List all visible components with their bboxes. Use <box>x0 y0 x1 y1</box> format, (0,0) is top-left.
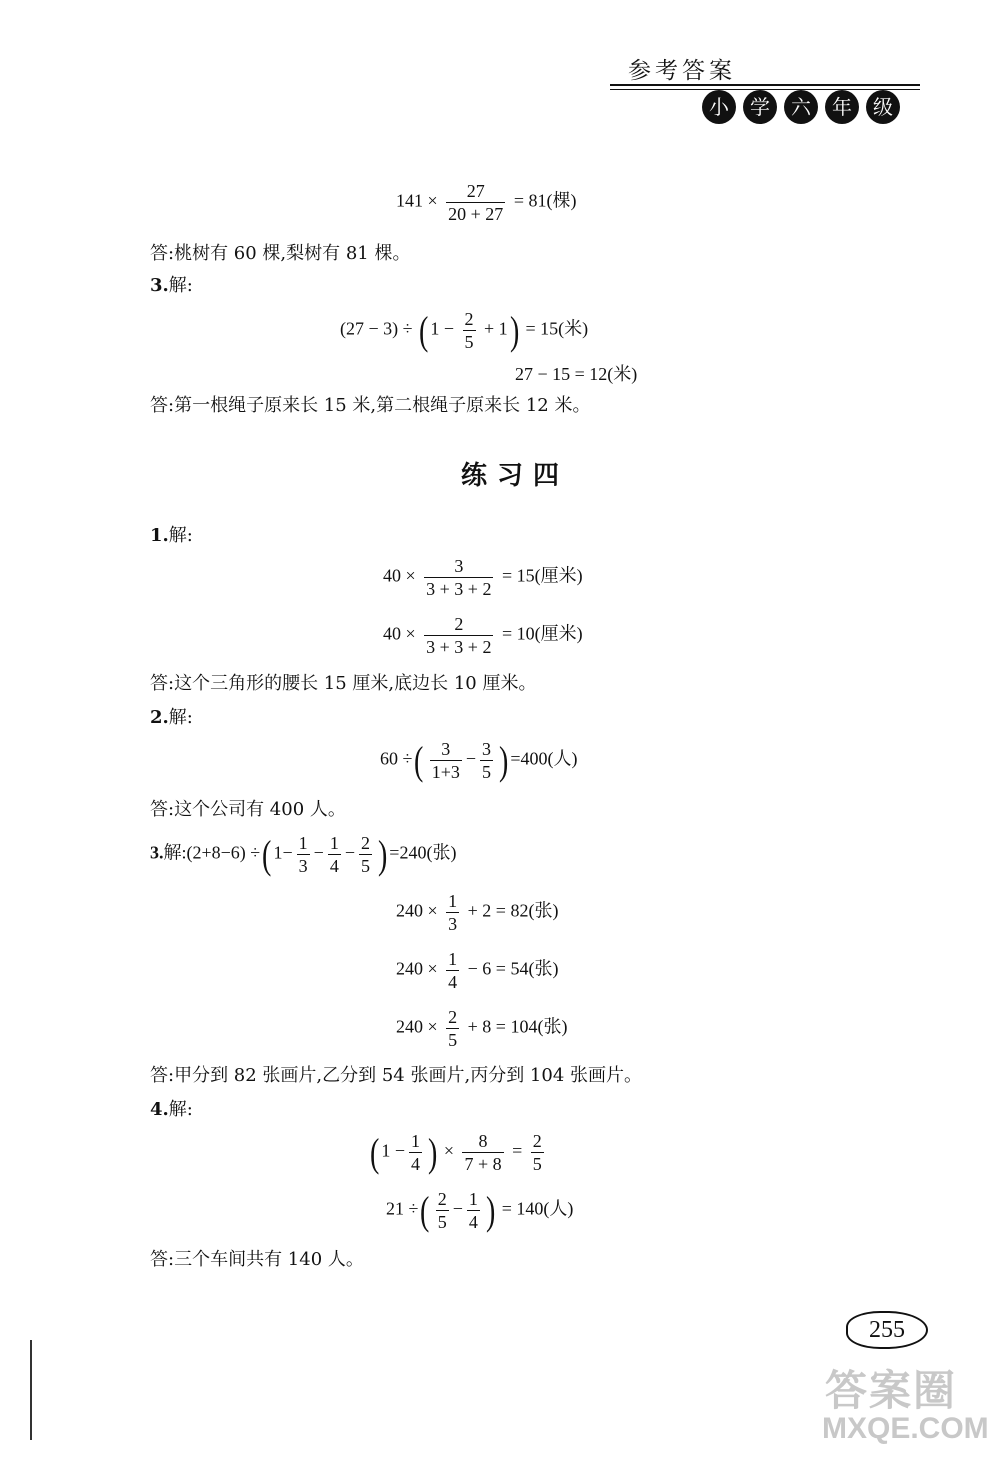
fraction-denominator: 4 <box>468 1212 478 1232</box>
question-label <box>150 274 193 298</box>
fraction-numerator: 1 <box>298 833 308 853</box>
fraction-denominator: 3 <box>298 856 308 876</box>
fraction-numerator: 1 <box>468 1189 478 1209</box>
equation-triangle-2 <box>383 613 583 658</box>
right-paren: ) <box>427 1129 438 1175</box>
question-number: 2. <box>150 707 169 728</box>
equation-text: 1 − <box>381 1140 405 1161</box>
fraction-denominator: 5 <box>464 332 474 352</box>
fraction <box>462 1130 503 1175</box>
page-number: 255 <box>846 1311 928 1349</box>
fraction-denominator: 5 <box>360 856 370 876</box>
equation-text: 1− <box>273 842 293 863</box>
equation-text: = 81(棵) <box>513 190 577 211</box>
fraction-numerator: 3 <box>482 739 492 759</box>
equation-text: = 140(人) <box>501 1198 574 1219</box>
fraction-denominator: 4 <box>448 972 458 992</box>
fraction <box>430 738 462 783</box>
fraction <box>467 1188 480 1233</box>
grade-badge: 小 <box>702 90 736 124</box>
equation-text: − 6 = 54(张) <box>467 958 559 979</box>
question-label <box>150 524 193 548</box>
grade-badge: 级 <box>866 90 900 124</box>
left-paren: ( <box>262 831 272 877</box>
grade-badges <box>702 90 900 124</box>
answer-line: 答:甲分到 82 张画片,乙分到 54 张画片,丙分到 104 张画片。 <box>150 1065 643 1086</box>
fraction <box>328 832 341 877</box>
equation-peach-pear <box>396 180 576 225</box>
equation-workshop-2 <box>386 1188 573 1233</box>
equation-text: 240 × <box>396 1016 438 1037</box>
fraction-numerator: 2 <box>360 833 370 853</box>
answer-line: 答:这个公司有 400 人。 <box>150 799 346 820</box>
fraction-numerator: 1 <box>448 949 458 969</box>
grade-badge: 年 <box>825 90 859 124</box>
equation-workshop-1 <box>368 1130 548 1175</box>
left-paren: ( <box>369 1129 380 1175</box>
equation-text: = 10(厘米) <box>501 623 583 644</box>
equation-text: 240 × <box>396 958 438 979</box>
fraction-numerator: 2 <box>448 1007 458 1027</box>
fraction-numerator: 8 <box>462 1130 503 1153</box>
fraction <box>463 308 476 353</box>
equation-text: 141 × <box>396 190 438 211</box>
right-paren: ) <box>485 1187 496 1233</box>
fraction-numerator: 1 <box>448 891 458 911</box>
fraction-denominator: 4 <box>410 1154 420 1174</box>
equation-pictures-2 <box>396 890 558 935</box>
equation-company <box>380 738 578 783</box>
question-label-text: 解: <box>168 1099 193 1120</box>
watermark-logo: 答案圈 <box>825 1366 958 1415</box>
question-label-text: 解: <box>168 275 193 296</box>
equation-text: =400(人) <box>510 748 578 769</box>
equation-pictures-1 <box>150 832 456 877</box>
answer-line: 答:三个车间共有 140 人。 <box>150 1249 364 1270</box>
question-label <box>150 706 193 730</box>
equation-text: 21 ÷ <box>386 1198 419 1219</box>
grade-badge: 学 <box>743 90 777 124</box>
fraction-denominator: 3 + 3 + 2 <box>426 637 492 657</box>
fraction-numerator: 2 <box>464 309 474 329</box>
question-number: 3. <box>150 842 164 863</box>
fraction-numerator: 2 <box>437 1189 447 1209</box>
equation-text: × <box>443 1140 454 1161</box>
fraction-numerator: 3 <box>430 738 462 761</box>
fraction <box>409 1130 422 1175</box>
fraction-denominator: 20 + 27 <box>448 204 504 224</box>
answer-line: 答:这个三角形的腰长 15 厘米,底边长 10 厘米。 <box>150 673 537 694</box>
header-rule <box>610 84 920 86</box>
left-paren: ( <box>419 307 429 353</box>
equation-text: 40 × <box>383 623 416 644</box>
fraction-numerator: 1 <box>410 1131 420 1151</box>
grade-badge: 六 <box>784 90 818 124</box>
question-number: 3. <box>150 275 169 296</box>
equation-text: 240 × <box>396 900 438 921</box>
equation-text: − <box>465 748 477 769</box>
equation-text: − <box>313 842 324 863</box>
equation-text: 60 ÷ <box>380 748 413 769</box>
fraction-denominator: 1+3 <box>431 762 460 782</box>
answer-line: 答:第一根绳子原来长 15 米,第二根绳子原来长 12 米。 <box>150 395 591 416</box>
question-number: 4. <box>150 1099 169 1120</box>
equation-text: = 15(厘米) <box>501 565 583 586</box>
equation-text: 40 × <box>383 565 416 586</box>
answer-line: 答:桃树有 60 棵,梨树有 81 棵。 <box>150 243 411 264</box>
fraction-denominator: 5 <box>482 762 492 782</box>
fraction-denominator: 7 + 8 <box>464 1154 502 1174</box>
fraction-denominator: 5 <box>437 1212 447 1232</box>
equation-text: + 8 = 104(张) <box>467 1016 568 1037</box>
equation-text: = 15(米) <box>525 318 589 339</box>
left-paren: ( <box>414 737 424 783</box>
question-label-text: 解: <box>168 525 193 546</box>
right-paren: ) <box>377 831 388 877</box>
equation-text: (27 − 3) ÷ <box>340 318 413 339</box>
equation-triangle-1 <box>383 555 583 600</box>
fraction-denominator: 5 <box>448 1030 458 1050</box>
equation-text: − <box>344 842 355 863</box>
fraction <box>480 738 493 783</box>
equation-text: − <box>452 1198 463 1219</box>
fraction-denominator: 5 <box>532 1154 542 1174</box>
fraction-numerator: 2 <box>424 613 493 636</box>
question-label <box>150 1098 193 1122</box>
equation-pictures-3 <box>396 948 558 993</box>
equation-text: + 1 <box>484 318 508 339</box>
fraction <box>424 613 493 658</box>
fraction-numerator: 3 <box>424 555 493 578</box>
question-number: 1. <box>150 525 169 546</box>
fraction <box>436 1188 449 1233</box>
watermark-url: MXQE.COM <box>822 1412 989 1445</box>
left-paren: ( <box>420 1187 430 1233</box>
fraction <box>424 555 493 600</box>
fraction <box>446 948 459 993</box>
question-label-text: 解: <box>168 707 193 728</box>
equation-text: =240(张) <box>389 842 457 863</box>
equation-rope-2: 27 − 15 = 12(米) <box>515 364 638 384</box>
fraction-numerator: 2 <box>532 1131 542 1151</box>
fraction <box>297 832 310 877</box>
fraction <box>446 890 459 935</box>
equation-rope-1 <box>340 308 588 353</box>
right-paren: ) <box>499 737 509 783</box>
fraction <box>446 180 505 225</box>
margin-mark <box>30 1340 32 1440</box>
fraction-numerator: 1 <box>329 833 339 853</box>
equation-text: 解:(2+8−6) ÷ <box>163 842 261 863</box>
header-title: 参考答案 <box>628 58 736 84</box>
fraction-denominator: 3 <box>448 914 458 934</box>
fraction-numerator: 27 <box>446 180 505 203</box>
fraction <box>359 832 372 877</box>
right-paren: ) <box>509 307 520 353</box>
equation-text: + 2 = 82(张) <box>467 900 559 921</box>
fraction-denominator: 4 <box>329 856 339 876</box>
fraction-denominator: 3 + 3 + 2 <box>426 579 492 599</box>
equation-text: 1 − <box>430 318 455 339</box>
fraction <box>531 1130 544 1175</box>
fraction <box>446 1006 459 1051</box>
equation-pictures-4 <box>396 1006 567 1051</box>
equation-text: = <box>512 1140 523 1161</box>
section-title: 练习四 <box>460 461 569 491</box>
